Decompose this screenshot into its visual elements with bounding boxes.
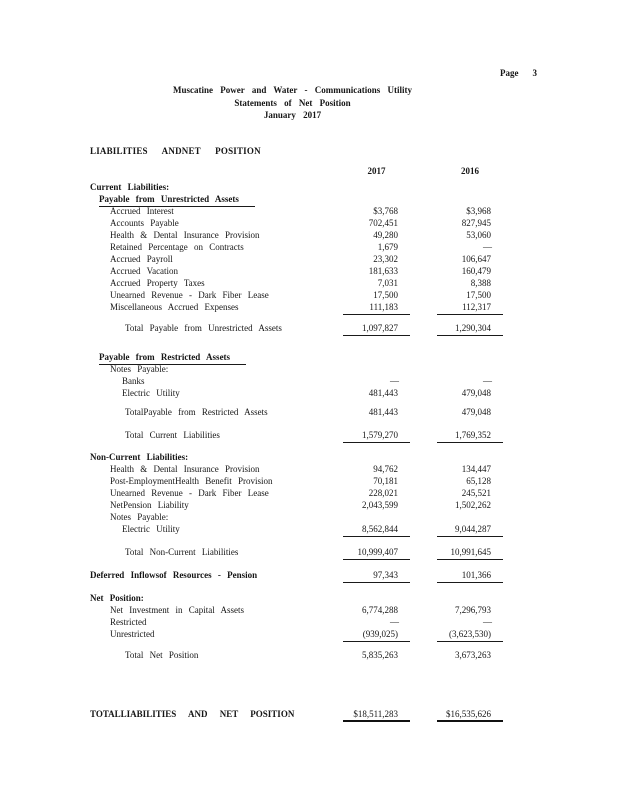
page-number-label: Page: [500, 68, 519, 78]
table-row: [0, 407, 617, 419]
row-label: Payable from Unrestricted Assets: [99, 194, 255, 207]
table-row: [0, 650, 617, 662]
row-label: Restricted: [110, 617, 147, 627]
report-subtitle: Statements of Net Position: [234, 97, 351, 108]
table-row: [0, 500, 617, 512]
row-label: Health & Dental Insurance Provision: [110, 230, 260, 240]
value-2017: 94,762: [373, 464, 398, 474]
value-2016: 9,044,287: [437, 524, 503, 537]
value-2017: 228,021: [368, 488, 398, 498]
value-2016: 3,673,263: [455, 650, 491, 660]
row-label: Accounts Payable: [110, 218, 179, 228]
table-row: [0, 512, 617, 524]
row-label: TOTALLIABILITIES AND NET POSITION: [90, 709, 295, 719]
row-label: Miscellaneous Accrued Expenses: [110, 302, 239, 312]
value-2016: 53,060: [466, 230, 491, 240]
row-label: Unearned Revenue - Dark Fiber Lease: [110, 290, 269, 300]
value-2016: 1,502,262: [455, 500, 491, 510]
report-period: January 2017: [263, 110, 322, 120]
value-2016: (3,623,530): [437, 629, 503, 642]
row-label: Retained Percentage on Contracts: [110, 242, 244, 252]
row-label: Accrued Interest: [110, 206, 174, 216]
statement-rows: [0, 182, 617, 721]
value-2017: 481,443: [368, 407, 398, 417]
value-2016: 134,447: [461, 464, 491, 474]
value-2017: 70,181: [373, 476, 398, 486]
value-2016: —: [483, 376, 491, 386]
column-header-2017: 2017: [367, 166, 386, 176]
value-2017: 1,097,827: [343, 323, 410, 336]
table-row: [0, 452, 617, 464]
row-label: Accrued Vacation: [110, 266, 179, 276]
value-2017: 2,043,599: [362, 500, 398, 510]
table-row: [0, 376, 617, 388]
table-row: [0, 278, 617, 290]
table-row: [0, 323, 617, 335]
table-row: [0, 488, 617, 500]
table-row: [0, 254, 617, 266]
table-row: [0, 206, 617, 218]
table-row: [0, 617, 617, 629]
report-title-block: [0, 84, 585, 122]
table-row: [0, 266, 617, 278]
table-row: [0, 352, 617, 364]
value-2016: 101,366: [437, 570, 503, 583]
row-label: Deferred Inflowsof Resources - Pension: [90, 570, 258, 580]
row-label: Total Non-Current Liabilities: [125, 547, 239, 557]
value-2017: 181,633: [368, 266, 398, 276]
table-row: [0, 547, 617, 559]
value-2016: 7,296,793: [455, 605, 491, 615]
row-label: Post-EmploymentHealth Benefit Provision: [110, 476, 273, 486]
row-label: Unearned Revenue - Dark Fiber Lease: [110, 488, 269, 498]
table-row: [0, 218, 617, 230]
value-2016: 1,290,304: [437, 323, 503, 336]
row-label: Unrestricted: [110, 629, 155, 639]
row-label: Health & Dental Insurance Provision: [110, 464, 260, 474]
value-2017: —: [390, 617, 398, 627]
row-label: Banks: [122, 376, 145, 386]
row-label: TotalPayable from Restricted Assets: [125, 407, 268, 417]
value-2017: —: [390, 376, 398, 386]
value-2017: 23,302: [373, 254, 398, 264]
row-label: Electric Utility: [122, 524, 180, 534]
value-2016: 1,769,352: [437, 430, 503, 443]
value-2016: 10,991,645: [437, 547, 503, 560]
value-2016: $16,535,626: [437, 709, 503, 722]
table-row: [0, 430, 617, 442]
value-2017: 111,183: [343, 302, 410, 315]
table-row: [0, 709, 617, 721]
table-row: [0, 194, 617, 206]
value-2016: 827,945: [461, 218, 491, 228]
row-label: Net Investment in Capital Assets: [110, 605, 244, 615]
value-2017: 1,579,270: [343, 430, 410, 443]
value-2016: 479,048: [461, 388, 491, 398]
row-label: NetPension Liability: [110, 500, 189, 510]
row-label: Notes Payable:: [110, 364, 169, 374]
value-2016: 65,128: [466, 476, 491, 486]
table-row: [0, 302, 617, 314]
value-2017: 481,443: [368, 388, 398, 398]
value-2017: $3,768: [373, 206, 398, 216]
value-2016: 245,521: [461, 488, 491, 498]
table-row: [0, 605, 617, 617]
row-label: Non-Current Liabilities:: [90, 452, 189, 462]
value-2016: 160,479: [461, 266, 491, 276]
value-2017: 97,343: [343, 570, 410, 583]
column-headers: [0, 166, 617, 178]
section-heading: LIABILITIES ANDNET POSITION: [90, 146, 261, 156]
table-row: [0, 290, 617, 302]
value-2016: 479,048: [461, 407, 491, 417]
column-header-2016: 2016: [461, 166, 479, 176]
value-2016: 106,647: [461, 254, 491, 264]
report-title: Muscatine Power and Water - Communications Utility: [173, 85, 412, 95]
row-label: Electric Utility: [122, 388, 180, 398]
value-2017: 6,774,288: [362, 605, 398, 615]
value-2017: 8,562,844: [343, 524, 410, 537]
row-label: Accrued Property Taxes: [110, 278, 205, 288]
page-number: [500, 68, 537, 78]
row-label: Total Net Position: [125, 650, 199, 660]
value-2017: 702,451: [368, 218, 398, 228]
value-2016: $3,968: [466, 206, 491, 216]
table-row: [0, 524, 617, 536]
value-2017: 7,031: [377, 278, 398, 288]
value-2017: 49,280: [373, 230, 398, 240]
row-label: Notes Payable:: [110, 512, 169, 522]
value-2017: $18,511,283: [343, 709, 410, 722]
value-2017: 10,999,407: [343, 547, 410, 560]
page-number-value: 3: [532, 68, 537, 78]
table-row: [0, 464, 617, 476]
value-2016: 112,317: [437, 302, 503, 315]
value-2017: 1,679: [377, 242, 398, 252]
value-2016: —: [483, 617, 491, 627]
value-2017: 5,835,263: [362, 650, 398, 660]
table-row: [0, 388, 617, 400]
row-label: Payable from Restricted Assets: [99, 352, 246, 365]
table-row: [0, 629, 617, 641]
value-2016: 17,500: [466, 290, 491, 300]
table-row: [0, 476, 617, 488]
table-row: [0, 364, 617, 376]
table-row: [0, 242, 617, 254]
row-label: Current Liabilities:: [90, 182, 170, 192]
row-label: Accrued Payroll: [110, 254, 173, 264]
table-row: [0, 593, 617, 605]
table-row: [0, 230, 617, 242]
row-label: Net Position:: [90, 593, 144, 603]
value-2017: (939,025): [343, 629, 410, 642]
table-row: [0, 570, 617, 582]
value-2016: 8,388: [470, 278, 491, 288]
row-label: Total Payable from Unrestricted Assets: [125, 323, 282, 333]
value-2016: —: [483, 242, 491, 252]
row-label: Total Current Liabilities: [125, 430, 220, 440]
value-2017: 17,500: [373, 290, 398, 300]
table-row: [0, 182, 617, 194]
